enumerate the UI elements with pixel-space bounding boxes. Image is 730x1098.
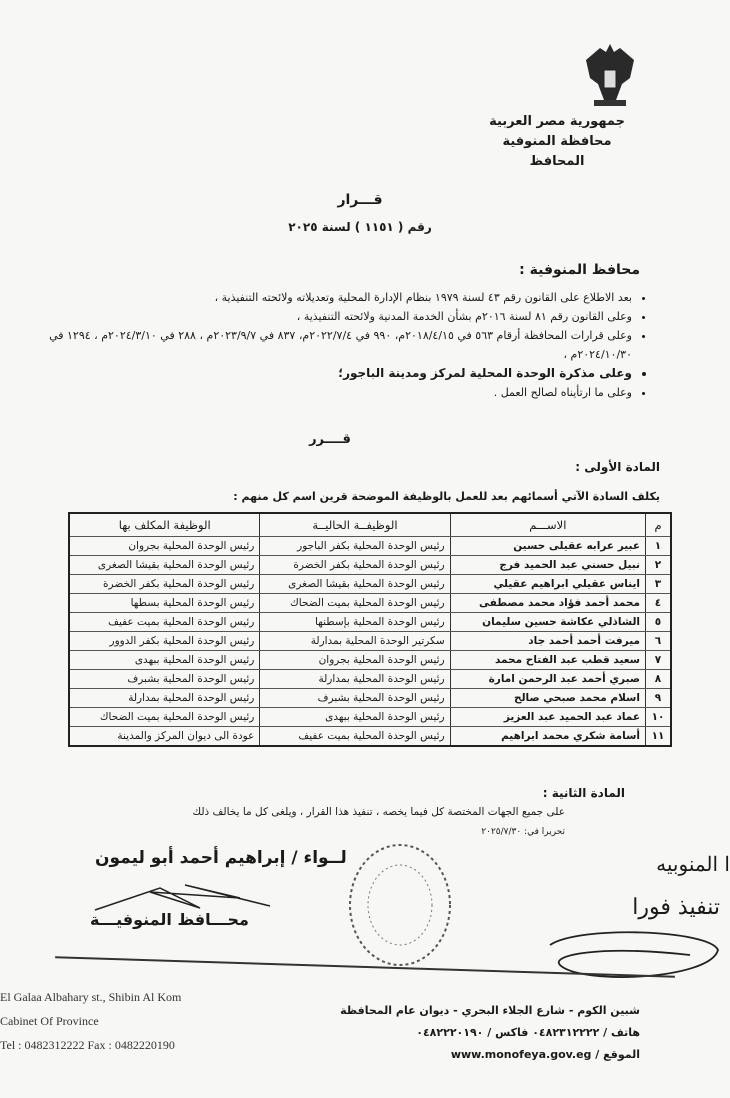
row-index: ١ [646,537,672,556]
row-index: ٦ [646,632,672,651]
current-job: رئيس الوحدة المحلية بإسطنها [260,613,450,632]
letterhead [489,112,625,172]
employee-name: عماد عبد الحميد عبد العزيز [450,708,645,727]
table-row [69,708,671,727]
employee-name: عبير عرابه عقيلى حسين [450,537,645,556]
assigned-job: رئيس الوحدة المحلية بسطها [69,594,260,613]
preamble-list [12,288,650,402]
article-2-heading: المادة الثانية : [542,786,625,800]
handwritten-note: ا المنوبيه [656,852,730,876]
table-row [69,575,671,594]
assigned-job: رئيس الوحدة المحلية بميت الضحاك [69,708,260,727]
signatory-title: محـــافظ المنوفيـــة [90,910,249,929]
employee-name: اسلام محمد صبحي صالح [450,689,645,708]
current-job: رئيس الوحدة المحلية بجروان [260,651,450,670]
preamble-item: • وعلى قرارات المحافظة أرقام ٥٦٣ في ٢٠١٨/٤/١٥م، ٩٩٠ في ٢٠٢٢/٧/٤م، ٨٣٧ في ٢٠٢٣/٩/٧م ، ٢٨٨ في ٢٠٢٤/٣/١٠م ، ١٢٩٤ في ٢٠٢٤/١٠/٣٠م ، [12,326,632,364]
footer-arabic [340,1000,640,1066]
table-row [69,556,671,575]
assigned-job: عودة الى ديوان المركز والمدينة [69,727,260,747]
current-job: رئيس الوحدة المحلية بكفر الباجور [260,537,450,556]
footer-phone-fax: هاتف / ٠٤٨٢٣١٢٢٢٢ فاكس / ٠٤٨٢٢٢٠١٩٠ [416,1026,640,1039]
footer-english [0,985,181,1057]
assigned-job: رئيس الوحدة المحلية بشبرف [69,670,260,689]
footer-address: شبين الكوم - شارع الجلاء البحري - ديوان عام المحافظة [340,1004,640,1017]
current-job: رئيس الوحدة المحلية بمدارلة [260,670,450,689]
decision-number: رقم ( ١١٥١ ) لسنة ٢٠٢٥ [288,220,432,234]
table-row [69,632,671,651]
table-row [69,670,671,689]
employee-name: صبري أحمد عبد الرحمن امارة [450,670,645,689]
current-job: رئيس الوحدة المحلية بقيشا الصغرى [260,575,450,594]
row-index: ١١ [646,727,672,747]
assigned-job: رئيس الوحدة المحلية بقيشا الصغرى [69,556,260,575]
handwritten-note: تنفيذ فورا [632,895,720,920]
table-header-row [69,513,671,537]
table-row [69,651,671,670]
row-index: ٤ [646,594,672,613]
row-index: ٩ [646,689,672,708]
issue-date: تحريرا في: ٢٠٢٥/٧/٣٠ [481,827,565,837]
employee-name: أسامة شكري محمد ابراهيم [450,727,645,747]
employee-name: سعيد قطب عبد الفتاح محمد [450,651,645,670]
col-header-index: م [646,513,672,537]
preamble-item: • وعلى مذكرة الوحدة المحلية لمركز ومدينة الباجور؛ [12,364,632,383]
employee-name: محمد أحمد فؤاد محمد مصطفى [450,594,645,613]
employee-name: ايناس عقيلي ابراهيم عقيلي [450,575,645,594]
assigned-job: رئيس الوحدة المحلية بمدارلة [69,689,260,708]
article-1-heading: المادة الأولى : [575,460,660,474]
preamble-item: • بعد الاطلاع على القانون رقم ٤٣ لسنة ١٩٧٩ بنظام الإدارة المحلية وتعديلاته ولائحته التنفيذية ، [12,288,632,307]
governor-heading: محافظ المنوفية : [519,262,640,278]
footer-phone-fax: Tel : 0482312222 Fax : 0482220190 [0,1038,175,1052]
assigned-job: رئيس الوحدة المحلية بميت عفيف [69,613,260,632]
table-row [69,594,671,613]
official-seal-icon [345,840,455,970]
footer-office: Cabinet Of Province [0,1014,99,1028]
signatory-name: لــواء / إبراهيم أحمد أبو ليمون [95,848,347,868]
letterhead-line: المحافظ [529,154,585,169]
preamble-item: • وعلى ما ارتأيناه لصالح العمل . [12,383,632,402]
col-header-name: الاســـم [450,513,645,537]
eagle-emblem-icon [580,40,640,110]
assigned-job: رئيس الوحدة المحلية ببهدى [69,651,260,670]
col-header-current-job: الوظيفــة الحاليــة [260,513,450,537]
current-job: سكرتير الوحدة المحلية بمدارلة [260,632,450,651]
col-header-assigned-job: الوظيفة المكلف بها [69,513,260,537]
letterhead-line: جمهورية مصر العربية [489,114,625,129]
letterhead-line: محافظة المنوفية [502,134,612,149]
row-index: ٨ [646,670,672,689]
article-1-intro: يكلف السادة الآتي أسمائهم بعد للعمل بالوظيفة الموضحة قرين اسم كل منهم : [233,490,660,503]
article-2-text: على جميع الجهات المختصة كل فيما يخصه ، تنفيذ هذا القرار ، ويلغى كل ما يخالف ذلك [192,806,565,818]
assigned-job: رئيس الوحدة المحلية بجروان [69,537,260,556]
row-index: ٣ [646,575,672,594]
employee-name: ميرفت أحمد أحمد جاد [450,632,645,651]
current-job: رئيس الوحدة المحلية ببهدى [260,708,450,727]
current-job: رئيس الوحدة المحلية بميت الضحاك [260,594,450,613]
decides-heading: قــــرر [309,432,351,447]
current-job: رئيس الوحدة المحلية بكفر الخضرة [260,556,450,575]
assigned-job: رئيس الوحدة المحلية بكفر الدوور [69,632,260,651]
assigned-job: رئيس الوحدة المحلية بكفر الخضرة [69,575,260,594]
current-job: رئيس الوحدة المحلية بميت عفيف [260,727,450,747]
preamble-item: • وعلى القانون رقم ٨١ لسنة ٢٠١٦م بشأن الخدمة المدنية ولائحته التنفيذية ، [12,307,632,326]
row-index: ٢ [646,556,672,575]
table-row [69,727,671,747]
employee-name: نبيل حسني عبد الحميد فرج [450,556,645,575]
employee-name: الشاذلي عكاشة حسين سليمان [450,613,645,632]
table-row [69,689,671,708]
current-job: رئيس الوحدة المحلية بشبرف [260,689,450,708]
table-row [69,613,671,632]
assignments-table [68,512,672,747]
footer-website: الموقع / www.monofeya.gov.eg [450,1048,640,1061]
decision-title: قـــرار [337,192,383,208]
row-index: ٥ [646,613,672,632]
row-index: ١٠ [646,708,672,727]
row-index: ٧ [646,651,672,670]
footer-address: El Galaa Albahary st., Shibin Al Kom [0,990,182,1004]
table-row [69,537,671,556]
